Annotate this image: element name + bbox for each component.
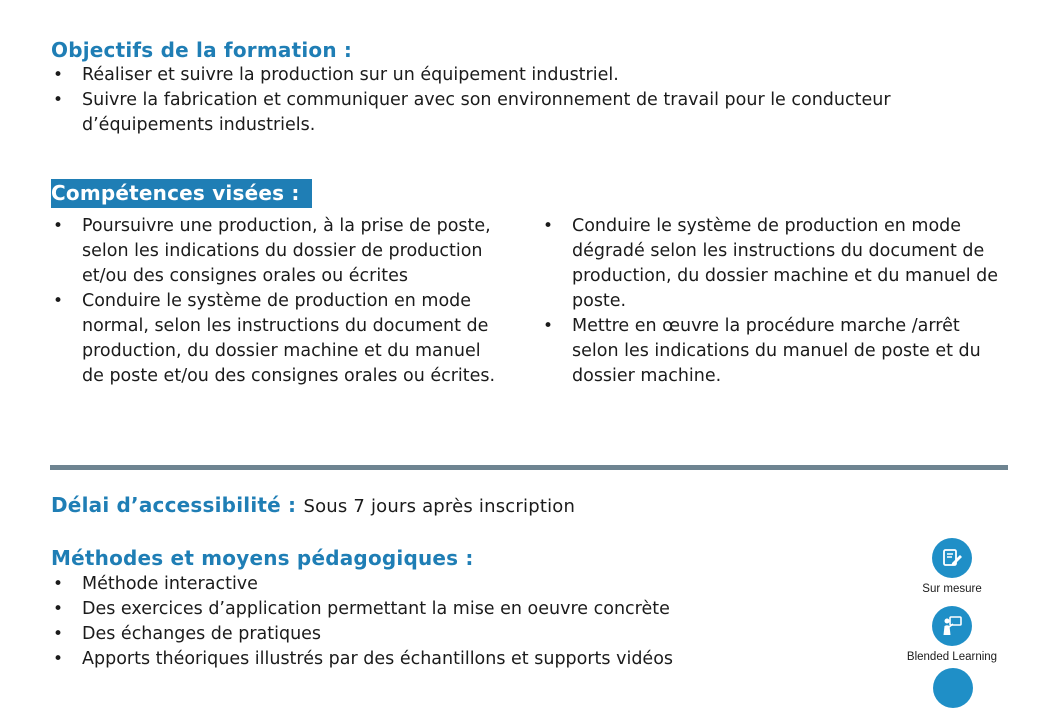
badge-label: Blended Learning	[906, 651, 998, 663]
methodes-list	[51, 572, 871, 672]
objectifs-list	[51, 63, 981, 138]
list-item: • Suivre la fabrication et communiquer avec son environnement de travail pour le conducteur d’équipements industriels.	[51, 88, 981, 138]
list-item: • Mettre en œuvre la procédure marche /arrêt selon les indications du manuel de poste et du dossier machine.	[541, 314, 1011, 389]
badge-blended-learning	[897, 606, 1007, 663]
badge-icon-partial	[933, 668, 973, 708]
section-divider	[50, 465, 1008, 470]
delai-value: Sous 7 jours après inscription	[303, 496, 576, 517]
delai-line	[51, 493, 575, 517]
objectifs-heading: Objectifs de la formation :	[51, 38, 353, 62]
badge-label: Sur mesure	[922, 583, 982, 595]
list-item: • Des exercices d’application permettant la mise en oeuvre concrète	[51, 597, 871, 622]
methodes-heading: Méthodes et moyens pédagogiques :	[51, 546, 474, 570]
list-item: • Conduire le système de production en mode dégradé selon les instructions du document de production, du dossier machine et du manuel de poste.	[541, 214, 1011, 314]
delai-heading: Délai d’accessibilité :	[51, 493, 297, 517]
badge-sur-mesure	[897, 538, 1007, 595]
edit-document-icon	[932, 538, 972, 578]
list-item: • Conduire le système de production en mode normal, selon les instructions du document de production, du dossier machine et du manuel de poste et/ou des consignes orales ou écrites.	[51, 289, 526, 389]
competences-right-list	[541, 214, 1011, 389]
list-item: • Des échanges de pratiques	[51, 622, 871, 647]
list-item: • Réaliser et suivre la production sur un équipement industriel.	[51, 63, 981, 88]
competences-heading: Compétences visées :	[51, 179, 312, 208]
competences-left-list	[51, 214, 526, 389]
list-item: • Apports théoriques illustrés par des échantillons et supports vidéos	[51, 647, 871, 672]
person-presentation-icon	[932, 606, 972, 646]
list-item: • Poursuivre une production, à la prise de poste, selon les indications du dossier de production et/ou des consignes orales ou écrites	[51, 214, 526, 289]
list-item: • Méthode interactive	[51, 572, 871, 597]
